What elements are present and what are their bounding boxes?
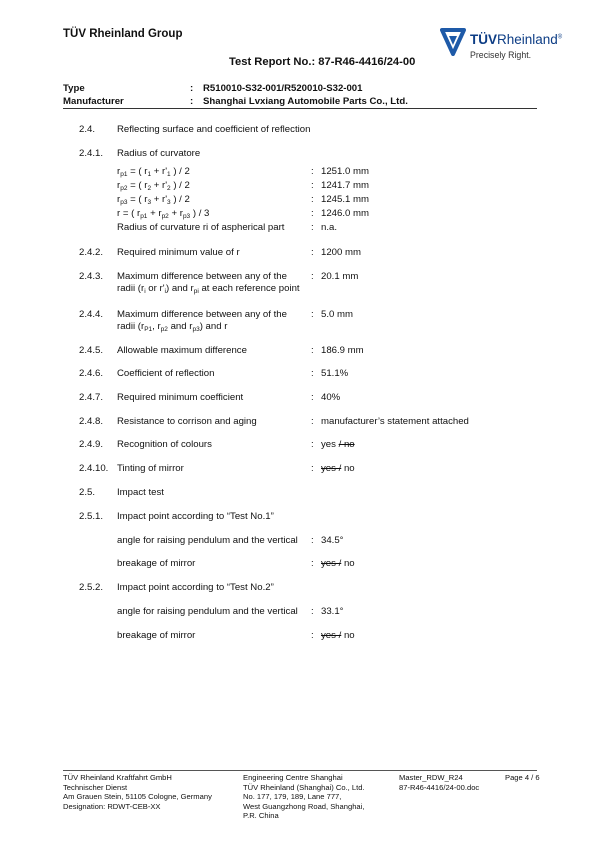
rp2-value: 1241.7 mm <box>321 180 369 191</box>
type-label: Type <box>63 83 85 94</box>
footer-col-3: Master_RDW_R24 87-R46-4416/24-00.doc <box>399 773 480 792</box>
section-number: 2.4.1. <box>79 148 104 159</box>
page-number: Page 4 / 6 <box>505 773 540 782</box>
yes-no-value: yes / no <box>321 558 355 569</box>
manufacturer-label: Manufacturer <box>63 96 124 107</box>
item-label: Required minimum value of r <box>117 247 240 258</box>
colon: : <box>311 368 314 379</box>
section-number: 2.4.3. <box>79 271 104 282</box>
yes-no-value: yes / no <box>321 463 355 474</box>
angle-label: angle for raising pendulum and the vertical <box>117 606 298 617</box>
section-number: 2.5. <box>79 487 96 498</box>
yes-no-value: yes / no <box>321 630 355 641</box>
colon: : <box>311 247 314 258</box>
r-value: 1246.0 mm <box>321 208 369 219</box>
section-number: 2.4.9. <box>79 439 104 450</box>
item-value: 5.0 mm <box>321 309 353 320</box>
item-label: Coefficient of reflection <box>117 368 215 379</box>
item-label: Impact point according to “Test No.2” <box>117 582 274 593</box>
type-value: R510010-S32-001/R520010-S32-001 <box>203 83 363 94</box>
report-title: Test Report No.: 87-R46-4416/24-00 <box>229 56 416 68</box>
logo-triangle-icon <box>440 28 466 56</box>
item-label: Resistance to corrison and aging <box>117 416 257 427</box>
section-number: 2.4.7. <box>79 392 104 403</box>
item-label: Recognition of colours <box>117 439 212 450</box>
breakage-label: breakage of mirror <box>117 558 196 569</box>
manufacturer-value: Shanghai Lvxiang Automobile Parts Co., Ltd. <box>203 96 408 107</box>
aspherical-label: Radius of curvature ri of aspherical part <box>117 222 285 233</box>
colon: : <box>311 558 314 569</box>
section-number: 2.4.6. <box>79 368 104 379</box>
colon: : <box>311 416 314 427</box>
item-value: manufacturer’s statement attached <box>321 416 469 427</box>
angle-value: 34.5° <box>321 535 344 546</box>
section-number: 2.4. <box>79 124 96 135</box>
section-title: Reflecting surface and coefficient of reflection <box>117 124 311 135</box>
item-value: 186.9 mm <box>321 345 364 356</box>
logo-tagline: Precisely Right. <box>470 50 532 60</box>
section-number: 2.4.8. <box>79 416 104 427</box>
colon: : <box>311 271 314 282</box>
footer-rule <box>63 770 537 771</box>
section-number: 2.4.2. <box>79 247 104 258</box>
section-number: 2.4.5. <box>79 345 104 356</box>
item-label: Tinting of mirror <box>117 463 184 474</box>
item-value: 1200 mm <box>321 247 361 258</box>
footer-col-2: Engineering Centre Shanghai TÜV Rheinland (Shanghai) Co., Ltd. No. 177, 179, 189, Lane 777, West Guangzhong Road, Shanghai, P.R. China <box>243 773 365 821</box>
colon: : <box>311 222 314 233</box>
logo-wordmark: TÜVRheinland® <box>470 32 563 47</box>
colon: : <box>311 194 314 205</box>
colon: : <box>311 439 314 450</box>
colon: : <box>311 166 314 177</box>
item-label: Maximum difference between any of the radii ($r_i$ or $r'_i$) and $r_{pi}$ at each reference point <box>117 271 300 295</box>
item-value: 51.1% <box>321 368 349 379</box>
section-number: 2.5.2. <box>79 582 104 593</box>
aspherical-value: n.a. <box>321 222 338 233</box>
angle-value: 33.1° <box>321 606 344 617</box>
footer-col-1: TÜV Rheinland Kraftfahrt GmbH Technischer Dienst Am Grauen Stein, 51105 Cologne, Germany Designation: RDWT-CEB-XX <box>63 773 212 811</box>
colon: : <box>311 535 314 546</box>
yes-no-value: yes / no <box>321 439 355 450</box>
tuv-logo <box>440 26 580 66</box>
formula-rp2: $r_{p2}$ = ( $r_2 + r'_2$ ) / 2 <box>117 180 190 192</box>
item-label: Impact point according to “Test No.1” <box>117 511 274 522</box>
group-name: TÜV Rheinland Group <box>63 28 183 40</box>
colon: : <box>311 630 314 641</box>
colon: : <box>311 180 314 191</box>
rp1-value: 1251.0 mm <box>321 166 369 177</box>
formula-r: r = ( $r_{p1} + r_{p2} + r_{p3}$ ) / 3 <box>117 208 210 220</box>
formula-rp1: $r_{p1}$ = ( $r_1 + r'_1$ ) / 2 <box>117 166 190 178</box>
colon: : <box>311 463 314 474</box>
colon: : <box>311 208 314 219</box>
rp3-value: 1245.1 mm <box>321 194 369 205</box>
formula-rp3: $r_{p3}$ = ( $r_3 + r'_3$ ) / 2 <box>117 194 190 206</box>
item-value: 20.1 mm <box>321 271 359 282</box>
header-rule <box>63 108 537 109</box>
type-colon: : <box>190 83 194 94</box>
manufacturer-colon: : <box>190 96 194 107</box>
colon: : <box>311 392 314 403</box>
section-number: 2.5.1. <box>79 511 104 522</box>
colon: : <box>311 345 314 356</box>
colon: : <box>311 309 314 320</box>
section-number: 2.4.4. <box>79 309 104 320</box>
item-label: Maximum difference between any of the radii ($r_{P1}$, $r_{p2}$ and $r_{p3}$) and r <box>117 309 287 333</box>
angle-label: angle for raising pendulum and the vertical <box>117 535 298 546</box>
section-title: Impact test <box>117 487 164 498</box>
section-number: 2.4.10. <box>79 463 109 474</box>
item-label: Allowable maximum difference <box>117 345 247 356</box>
breakage-label: breakage of mirror <box>117 630 196 641</box>
item-label: Required minimum coefficient <box>117 392 244 403</box>
section-title: Radius of curvatore <box>117 148 201 159</box>
item-value: 40% <box>321 392 341 403</box>
colon: : <box>311 606 314 617</box>
